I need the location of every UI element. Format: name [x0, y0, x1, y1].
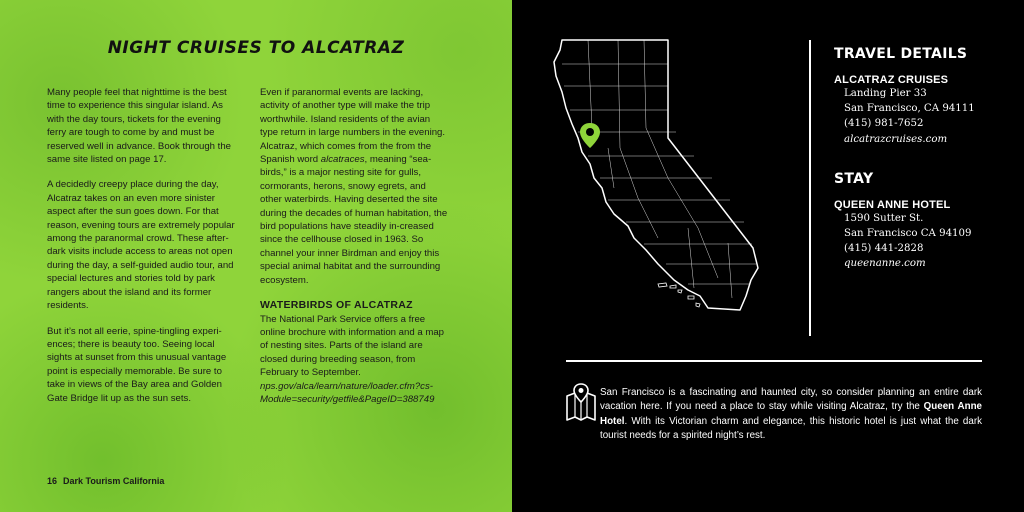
right-page [512, 0, 1024, 512]
tip-text-part: . With its Victorian charm and elegance, this historic hotel is just what the dark tourist needs for a spirited night’s rest. [600, 415, 982, 442]
spanish-word: alcatraces [320, 154, 365, 166]
paragraph: Many people feel that nighttime is the best time to experience this singular island. As with the day tours, tickets for the evening ferry are tough to come by and must be reserved well in advance. Book through the same site listed on page 17. [47, 87, 231, 166]
venue-name: ALCATRAZ CRUISES [834, 74, 949, 86]
tip-text [600, 386, 982, 444]
street: 1590 Sutter St. [844, 212, 924, 224]
tip-text-part: San Francisco is a fascinating and haunted city, so consider planning an entire dark vacation here. If you need a place to stay while visiting Alcatraz, try the [600, 387, 982, 413]
stay-heading: STAY [834, 170, 874, 187]
vertical-divider [809, 40, 811, 336]
brochure-link[interactable]: nps.gov/alca/learn/nature/loader.cfm?cs-Module=security/getfile&PageID=388749 [260, 380, 435, 405]
map-tip-icon [564, 382, 598, 422]
hotel-name: QUEEN ANNE HOTEL [834, 198, 951, 211]
city: San Francisco, CA 94111 [844, 103, 975, 115]
street: Landing Pier 33 [844, 88, 927, 99]
paragraph: But it’s not all eerie, spine-tingling experi-ences; there is beauty too. Seeing local sights at sunset from this unusual vantage point is especially memorable. Be sure to take in views of the Bay area and Golden Gate Bridge lit up as the sun sets. [47, 325, 227, 404]
page-number: 16 [47, 476, 58, 486]
travel-details-heading: TRAVEL DETAILS [834, 46, 968, 62]
travel-details-block [834, 46, 1014, 147]
phone: (415) 441-2828 [844, 243, 924, 255]
website-link[interactable]: alcatrazcruises.com [844, 133, 948, 145]
website-link[interactable]: queenanne.com [844, 258, 926, 270]
folio [47, 476, 164, 486]
sub-heading: WATERBIRDS OF ALCATRAZ [260, 299, 413, 312]
book-title: Dark Tourism California [63, 476, 165, 486]
california-outline [554, 40, 758, 310]
text-column-1 [47, 86, 237, 417]
paragraph: The National Park Service offers a free online brochure with information and a map of nesting sites. Parts of the island are closed during breeding season, from February to September. [260, 313, 444, 379]
paragraph-text: Even if paranormal events are lacking, activity of another type will make the trip worthwhile. Island residents of the avian type return in large numbers in the evening. Alcatraz, which comes from the from the Spanish word [260, 87, 446, 166]
paragraph: A decidedly creepy place during the day, Alcatraz takes on an even more sinister aspect after the sun goes down. For that reason, evening tours are extremely popular among the paranormal crowd. These after-dark visits include access to areas not open during the day, a self-guided audio tour, and special lectures and stories told by park rangers about the island and its former residents. [47, 179, 235, 312]
hotel-address [834, 211, 1014, 272]
stay-block [834, 171, 1014, 272]
venue-address [834, 86, 1014, 147]
travel-details-panel [834, 46, 1014, 296]
horizontal-divider [566, 360, 982, 362]
city: San Francisco CA 94109 [844, 228, 972, 240]
phone: (415) 981-7652 [844, 118, 924, 130]
text-column-2 [260, 86, 450, 406]
california-map [548, 28, 788, 318]
page-title: NIGHT CRUISES TO ALCATRAZ [107, 38, 405, 58]
hotel-name-highlight: Queen Anne Hotel [600, 401, 983, 427]
paragraph [260, 86, 450, 287]
paragraph-text: , meaning “sea-birds,” is a major nesting site for gulls, cormorants, herons, snowy egrets, and other waterbirds. Having deserted the site during the decades of human habitation, the bird populations have steadily in-creased since the cellhouse closed in 1963. So channel your inner Birdman and enjoy this special animal habitat and the surrounding ecosystem. [260, 154, 448, 286]
